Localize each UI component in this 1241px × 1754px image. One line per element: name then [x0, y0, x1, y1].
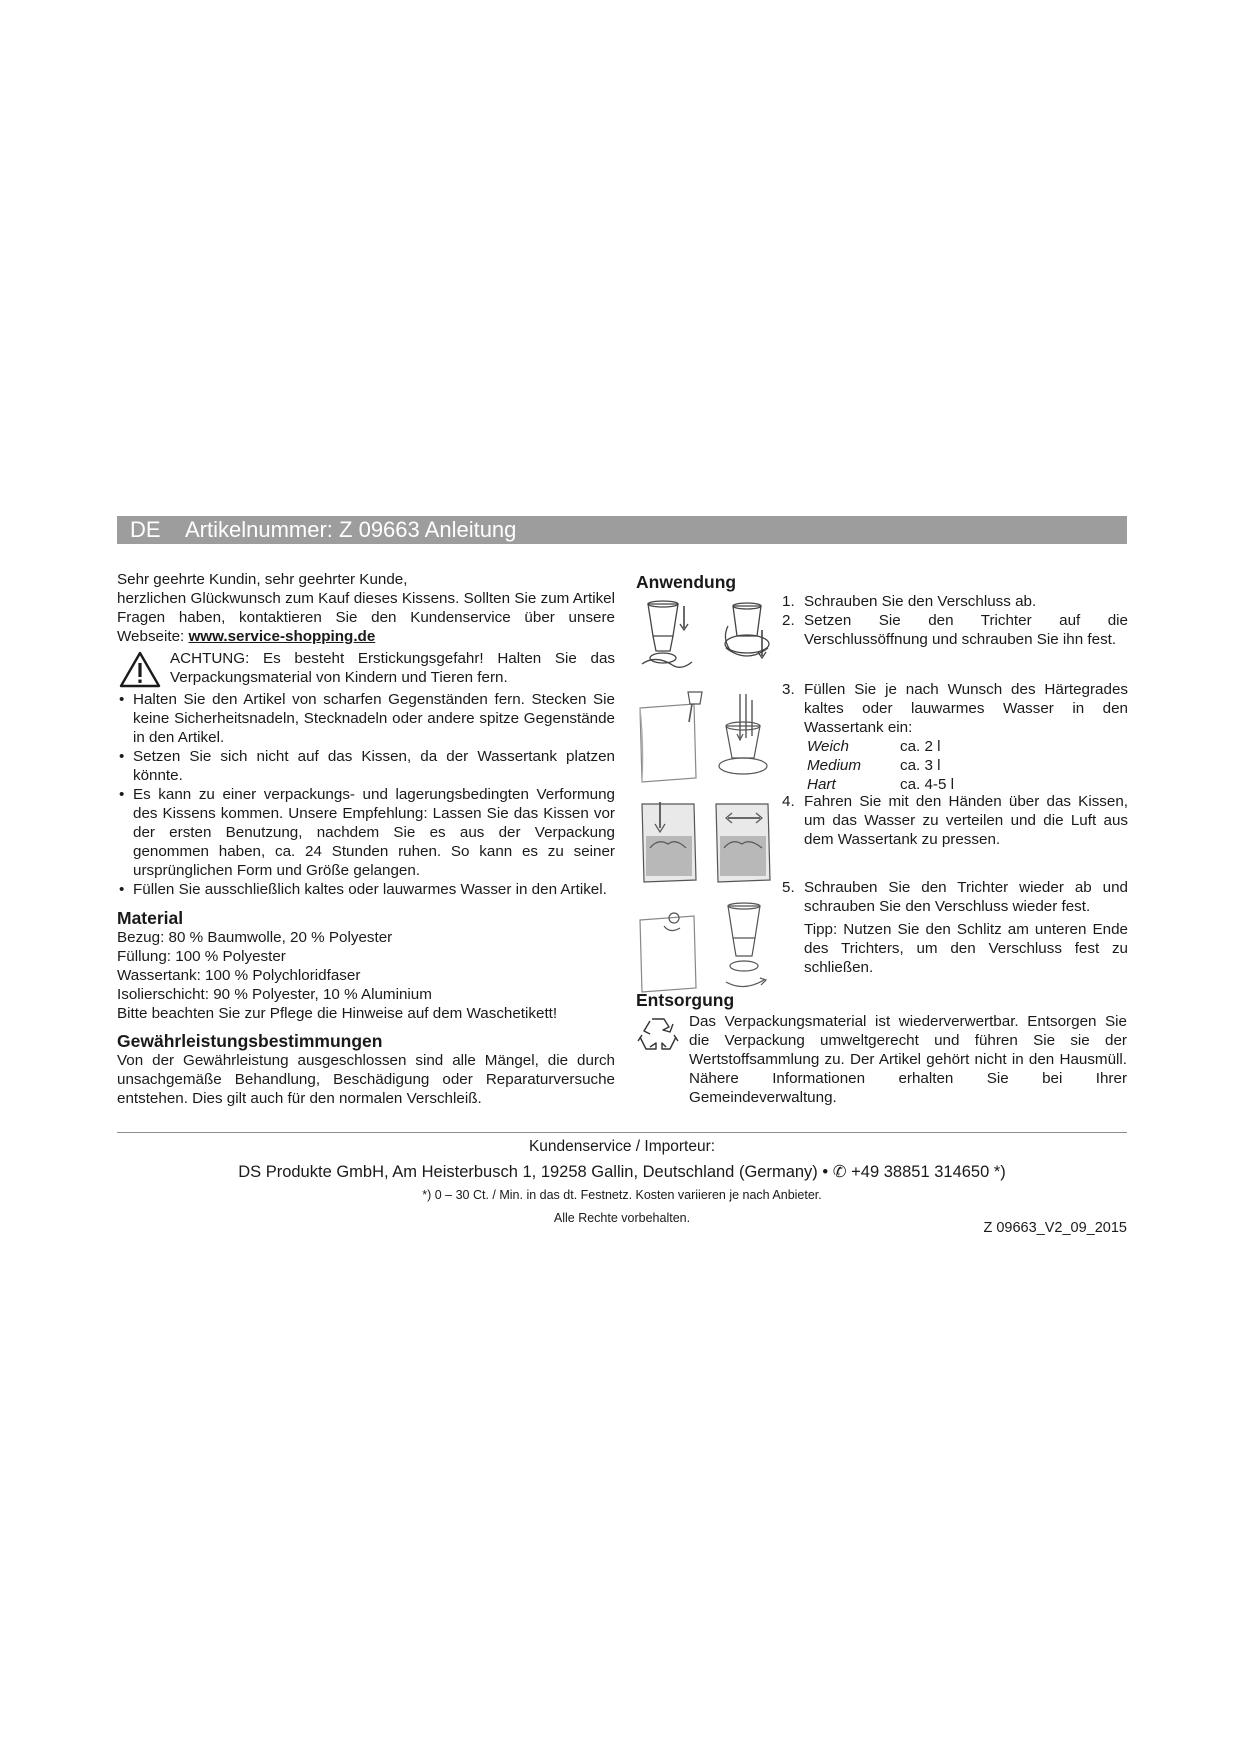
- greeting: Sehr geehrte Kundin, sehr geehrter Kunde,: [117, 571, 408, 588]
- screw-cap-illustration: [636, 900, 778, 996]
- step-4: [782, 792, 1128, 849]
- list-item: • Es kann zu einer verpackungs- und lagerungsbedingten Verformung des Kissens kommen. Unsere Empfehlung: Lassen Sie das Kissen vor der ersten Benutzung, nachdem Sie es aus der Verpackung genommen haben, ca. 24 Stunden ruhen. So kann es zu seiner ursprünglichen Form und Größe gelangen.: [117, 785, 615, 880]
- step-3: [782, 680, 1128, 794]
- hardness-amount: ca. 2 l: [900, 738, 941, 755]
- material-line: Wassertank: 100 % Polychloridfaser: [117, 967, 361, 984]
- hardness-amount: ca. 4-5 l: [900, 776, 955, 793]
- list-item: • Halten Sie den Artikel von scharfen Gegenständen fern. Stecken Sie keine Sicherheitsnadeln, Stecknadeln oder andere spitze Gegenstände in den Artikel.: [117, 690, 615, 747]
- step-text: Schrauben Sie den Trichter wieder ab und schrauben Sie den Verschluss wieder fest.: [804, 879, 1128, 915]
- step-text: Schrauben Sie den Verschluss ab.: [804, 593, 1037, 610]
- step-number: 5.: [782, 879, 795, 896]
- warning-triangle-icon: [119, 651, 161, 688]
- warning-block: [117, 649, 615, 687]
- footer-divider: [117, 1132, 1127, 1133]
- list-item: • Setzen Sie sich nicht auf das Kissen, da der Wassertank platzen könnte.: [117, 747, 615, 785]
- rights-note: Alle Rechte vorbehalten.: [553, 1211, 691, 1225]
- company-address: [117, 1162, 1127, 1182]
- step-2: [782, 611, 1128, 649]
- step-text: Setzen Sie den Trichter auf die Verschlussöffnung und schrauben Sie ihn fest.: [804, 612, 1128, 648]
- unscrew-cap-illustration: [636, 596, 778, 676]
- hardness-row: [807, 756, 1128, 775]
- left-column: [117, 570, 615, 1108]
- disposal-heading: Entsorgung: [636, 990, 735, 1010]
- document-id: Z 09663_V2_09_2015: [983, 1220, 1127, 1236]
- hardness-name: Weich: [807, 738, 849, 755]
- phone-icon: ✆: [832, 1163, 847, 1181]
- fill-water-illustration: [636, 686, 778, 786]
- website-link[interactable]: www.service-shopping.de: [188, 628, 376, 645]
- disposal-text: Das Verpackungsmaterial ist wiederverwertbar. Entsorgen Sie die Verpackung umweltgerecht und führen Sie sie der Wertstoffsammlung zu. Der Artikel gehört nicht in den Hausmüll. Nähere Informationen erhalten Sie bei Ihrer Gemeindeverwaltung.: [689, 1013, 1127, 1106]
- tip-text: Tipp: Nutzen Sie den Schlitz am unteren Ende des Trichters, um den Verschluss fest zu schließen.: [804, 921, 1128, 976]
- material-line: Bezug: 80 % Baumwolle, 20 % Polyester: [117, 929, 393, 946]
- step-5: [782, 878, 1128, 977]
- step-number: 2.: [782, 612, 795, 629]
- list-item: • Füllen Sie ausschließlich kaltes oder lauwarmes Wasser in den Artikel.: [117, 880, 615, 899]
- step-1: [782, 592, 1128, 611]
- service-label: Kundenservice / Importeur:: [528, 1138, 716, 1155]
- right-column: [636, 572, 1128, 1106]
- material-heading: Material: [117, 908, 184, 928]
- step-text: Füllen Sie je nach Wunsch des Härtegrades kaltes oder lauwarmes Wasser in den Wassertank ein:: [804, 681, 1128, 736]
- intro-body: herzlichen Glückwunsch zum Kauf dieses Kissens. Sollten Sie zum Artikel Fragen haben, kontaktieren Sie den Kundenservice über unsere Webseite:: [117, 590, 615, 645]
- hardness-row: [807, 737, 1128, 756]
- press-pillow-illustration: [636, 798, 778, 890]
- step-number: 4.: [782, 793, 795, 810]
- language-code: DE: [130, 517, 161, 542]
- page-title: Artikelnummer: Z 09663 Anleitung: [185, 517, 517, 542]
- material-line: Füllung: 100 % Polyester: [117, 948, 286, 965]
- care-note: Bitte beachten Sie zur Pflege die Hinweise auf dem Waschetikett!: [117, 1005, 558, 1022]
- intro-text: [117, 589, 615, 646]
- phone-number: +49 38851 314650 *): [851, 1163, 1006, 1181]
- hardness-table: [807, 737, 1128, 794]
- hardness-name: Medium: [807, 757, 862, 774]
- warranty-heading: Gewährleistungsbestimmungen: [117, 1031, 383, 1051]
- step-text: Fahren Sie mit den Händen über das Kissen, um das Wasser zu verteilen und die Luft aus dem Wassertank zu pressen.: [804, 793, 1128, 848]
- hardness-name: Hart: [807, 776, 836, 793]
- company-text: DS Produkte GmbH, Am Heisterbusch 1, 19258 Gallin, Deutschland (Germany) •: [238, 1163, 829, 1181]
- safety-list: [117, 690, 615, 899]
- step-number: 1.: [782, 593, 795, 610]
- recycle-icon: [636, 1015, 680, 1055]
- step-number: 3.: [782, 681, 795, 698]
- material-line: Isolierschicht: 90 % Polyester, 10 % Aluminium: [117, 986, 432, 1003]
- header-bar: [117, 516, 1127, 544]
- warranty-text: Von der Gewährleistung ausgeschlossen sind alle Mängel, die durch unsachgemäße Behandlung, Beschädigung oder Reparaturversuche entstehen. Dies gilt auch für den normalen Verschleiß.: [117, 1052, 615, 1107]
- hardness-amount: ca. 3 l: [900, 757, 941, 774]
- usage-heading: Anwendung: [636, 572, 737, 592]
- warning-text: ACHTUNG: Es besteht Erstickungsgefahr! Halten Sie das Verpackungsmaterial von Kindern und Tieren fern.: [170, 650, 615, 686]
- cost-note: *) 0 – 30 Ct. / Min. in das dt. Festnetz. Kosten variieren je nach Anbieter.: [422, 1188, 822, 1202]
